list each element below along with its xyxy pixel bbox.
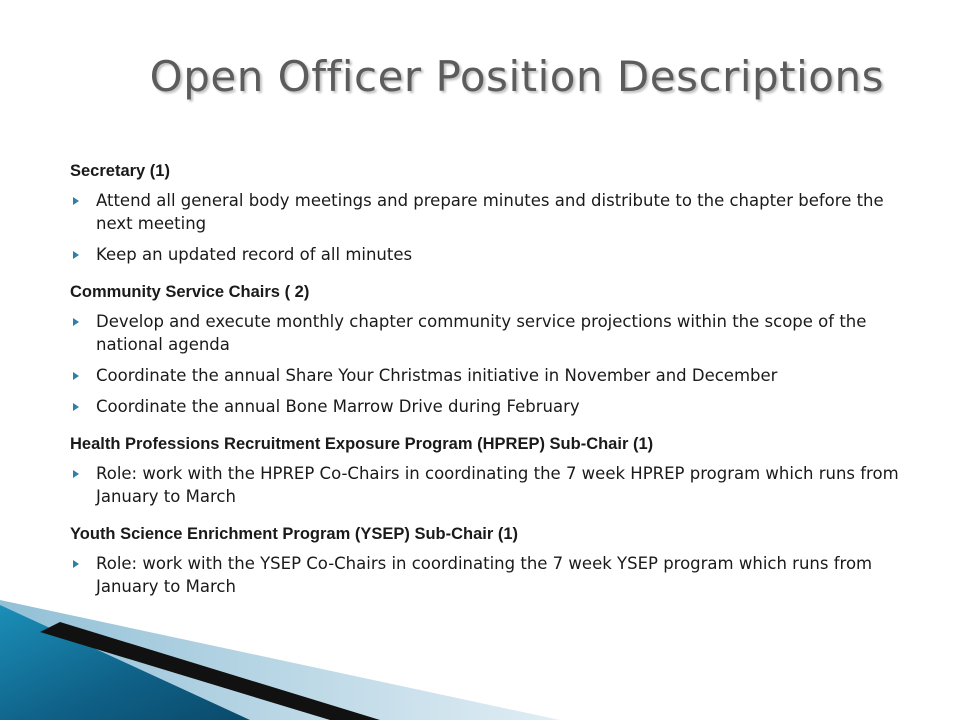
triangle-right-icon <box>73 197 79 205</box>
triangle-right-icon <box>73 560 79 568</box>
bullet-item <box>70 364 910 387</box>
bullet-item <box>70 552 910 598</box>
section-hprep <box>70 433 910 508</box>
bullet-text: Coordinate the annual Bone Marrow Drive during February <box>96 397 580 416</box>
section-secretary <box>70 160 910 266</box>
slide-title: Open Officer Position Descriptions <box>149 52 884 101</box>
bullet-item <box>70 243 910 266</box>
section-heading: Youth Science Enrichment Program (YSEP) Sub-Chair (1) <box>70 525 519 543</box>
blue-wedge <box>0 605 250 720</box>
section-heading: Health Professions Recruitment Exposure Program (HPREP) Sub-Chair (1) <box>70 435 654 453</box>
triangle-right-icon <box>73 470 79 478</box>
section-community-service <box>70 281 910 418</box>
triangle-right-icon <box>73 318 79 326</box>
bullet-item <box>70 395 910 418</box>
triangle-right-icon <box>73 251 79 259</box>
bullet-item <box>70 189 910 235</box>
bullet-text: Attend all general body meetings and prepare minutes and distribute to the chapter before the next meeting <box>96 191 884 233</box>
slide-body <box>70 160 910 613</box>
bullet-text: Coordinate the annual Share Your Christmas initiative in November and December <box>96 366 778 385</box>
triangle-right-icon <box>73 372 79 380</box>
section-heading: Secretary (1) <box>70 162 170 180</box>
bullet-list <box>70 189 910 266</box>
bullet-text: Role: work with the YSEP Co-Chairs in coordinating the 7 week YSEP program which runs from January to March <box>96 554 873 596</box>
bullet-text: Keep an updated record of all minutes <box>96 245 413 264</box>
bullet-item <box>70 462 910 508</box>
black-stripe <box>40 622 380 720</box>
bullet-item <box>70 310 910 356</box>
triangle-right-icon <box>73 403 79 411</box>
bullet-text: Role: work with the HPREP Co-Chairs in coordinating the 7 week HPREP program which runs from January to March <box>96 464 899 506</box>
section-heading: Community Service Chairs ( 2) <box>70 283 310 301</box>
bullet-list <box>70 552 910 598</box>
bullet-list <box>70 462 910 508</box>
light-swoosh <box>0 600 560 720</box>
bullet-list <box>70 310 910 418</box>
section-ysep <box>70 523 910 598</box>
bullet-text: Develop and execute monthly chapter community service projections within the scope of the national agenda <box>96 312 867 354</box>
